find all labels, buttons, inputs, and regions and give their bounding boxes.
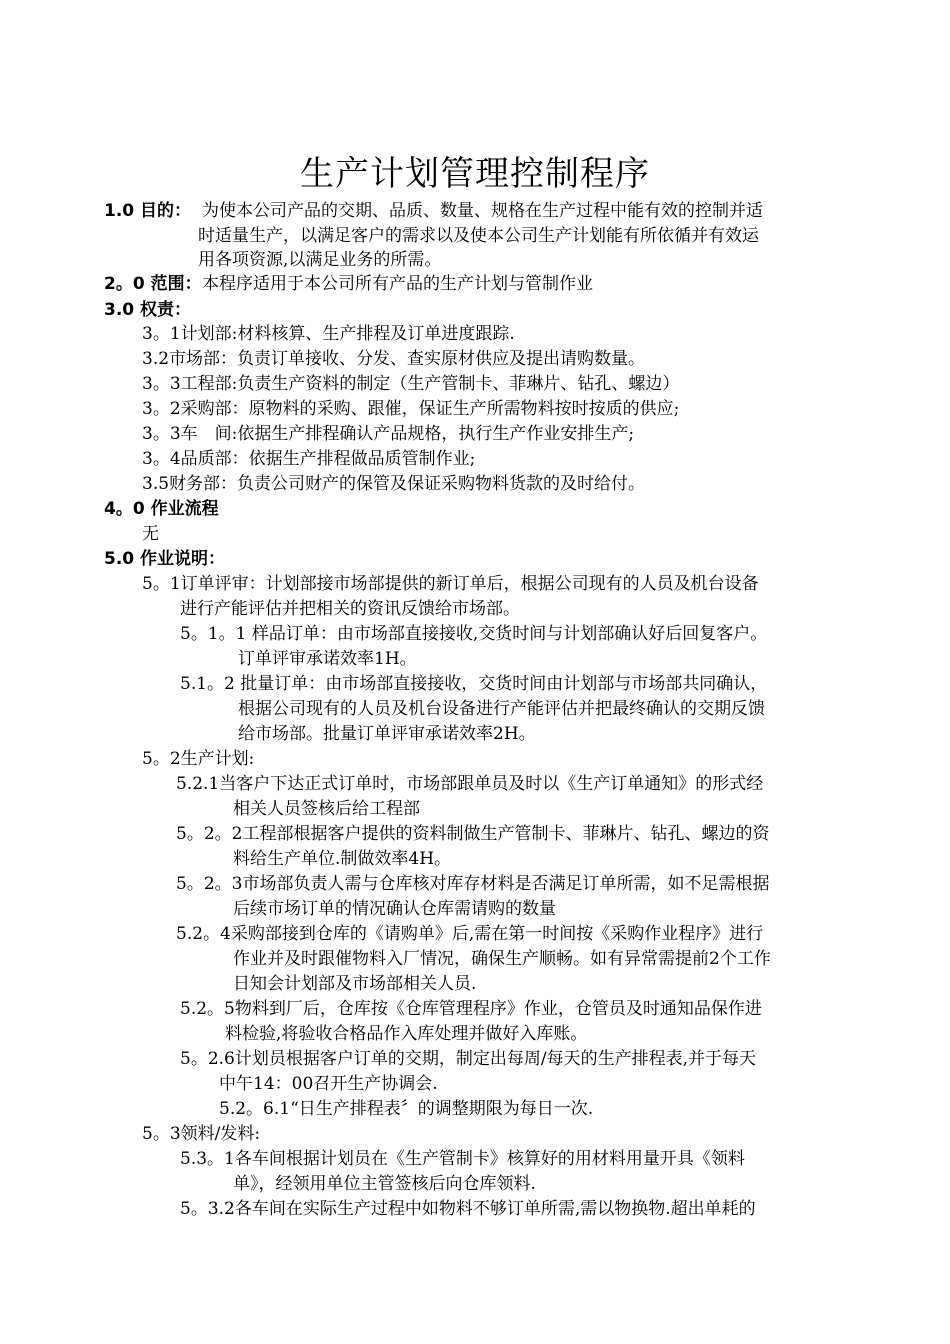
section-5-line: 5。2生产计划: bbox=[142, 749, 255, 769]
section-4-heading: 4。0 作业流程 bbox=[104, 499, 219, 519]
section-5-line: 5。1订单评审：计划部接市场部提供的新订单后，根据公司现有的人员及机台设备 bbox=[142, 574, 759, 594]
section-5-line: 5.2。5物料到厂后，仓库按《仓库管理程序》作业，仓管员及时通知品保作进 bbox=[180, 999, 762, 1019]
section-1-text: 时适量生产，以满足客户的需求以及使本公司生产计划能有所依循并有效运 bbox=[198, 226, 759, 246]
section-4-text: 无 bbox=[142, 524, 159, 544]
section-1-text: 用各项资源,以满足业务的所需。 bbox=[198, 250, 442, 270]
section-5-line: 相关人员签核后给工程部 bbox=[233, 799, 420, 819]
section-1-heading: 1.0 目的： bbox=[104, 201, 192, 221]
section-5-line: 作业并及时跟催物料入厂情况，确保生产顺畅。如有异常需提前2个工作 bbox=[233, 949, 771, 969]
section-5-line: 中午14：00召开生产协调会. bbox=[219, 1074, 438, 1094]
section-5-line: 给市场部。批量订单评审承诺效率2H。 bbox=[238, 724, 536, 744]
section-5-line: 5。2.6计划员根据客户订单的交期，制定出每周/每天的生产排程表,并于每天 bbox=[180, 1049, 756, 1069]
section-5-line: 5.1。2 批量订单：由市场部直接接收，交货时间由计划部与市场部共同确认， bbox=[180, 674, 768, 694]
section-3-heading: 3.0 权责： bbox=[104, 300, 192, 320]
section-2-text: 本程序适用于本公司所有产品的生产计划与管制作业 bbox=[202, 274, 593, 294]
section-5-line: 进行产能评估并把相关的资讯反馈给市场部。 bbox=[180, 599, 520, 619]
section-5-line: 订单评审承诺效率1H。 bbox=[238, 649, 417, 669]
section-5-line: 5.2。4采购部接到仓库的《请购单》后,需在第一时间按《采购作业程序》进行 bbox=[176, 924, 764, 944]
responsibility-item: 3。2采购部：原物料的采购、跟催，保证生产所需物料按时按质的供应; bbox=[142, 399, 680, 419]
section-5-line: 5。3领料/发料: bbox=[142, 1124, 261, 1144]
section-5-line: 料检验,将验收合格品作入库处理并做好入库账。 bbox=[225, 1024, 588, 1044]
section-5-line: 单》，经领用单位主管签核后向仓库领料. bbox=[233, 1174, 536, 1194]
section-5-heading: 5.0 作业说明： bbox=[104, 549, 226, 569]
responsibility-item: 3。3车 间:依据生产排程确认产品规格，执行生产作业安排生产; bbox=[142, 424, 635, 444]
section-5-line: 根据公司现有的人员及机台设备进行产能评估并把最终确认的交期反馈 bbox=[238, 699, 765, 719]
responsibility-item: 3。4品质部：依据生产排程做品质管制作业; bbox=[142, 449, 476, 469]
responsibility-item: 3.2市场部：负责订单接收、分发、查实原材供应及提出请购数量。 bbox=[142, 349, 646, 369]
section-5-line: 5.2.1当客户下达正式订单时，市场部跟单员及时以《生产订单通知》的形式经 bbox=[176, 774, 764, 794]
section-5-line: 5。2。3市场部负责人需与仓库核对库存材料是否满足订单所需，如不足需根据 bbox=[176, 874, 770, 894]
responsibility-item: 3。3工程部:负责生产资料的制定（生产管制卡、菲琳片、钻孔、螺边） bbox=[142, 374, 680, 394]
section-5-line: 5。2。2工程部根据客户提供的资料制做生产管制卡、菲琳片、钻孔、螺边的资 bbox=[176, 824, 770, 844]
section-5-line: 料给生产单位.制做效率4H。 bbox=[233, 849, 452, 869]
section-5-line: 5.3。1各车间根据计划员在《生产管制卡》核算好的用材料用量开具《领料 bbox=[180, 1149, 745, 1169]
responsibility-item: 3.5财务部：负责公司财产的保管及保证采购物料货款的及时给付。 bbox=[142, 474, 646, 494]
responsibility-item: 3。1计划部:材料核算、生产排程及订单进度跟踪. bbox=[142, 324, 515, 344]
section-5-line: 5。1。1 样品订单：由市场部直接接收,交货时间与计划部确认好后回复客户。 bbox=[180, 624, 768, 644]
section-2-heading: 2。0 范围： bbox=[104, 274, 202, 294]
section-5-line: 5。3.2各车间在实际生产过程中如物料不够订单所需,需以物换物.超出单耗的 bbox=[180, 1199, 756, 1219]
section-5-line: 5.2。6.1“日生产排程表〞的调整期限为每日一次. bbox=[219, 1099, 594, 1119]
document-title: 生产计划管理控制程序 bbox=[300, 154, 650, 194]
section-5-line: 日知会计划部及市场部相关人员. bbox=[233, 974, 477, 994]
section-5-line: 后续市场订单的情况确认仓库需请购的数量 bbox=[233, 899, 556, 919]
section-1-text: 为使本公司产品的交期、品质、数量、规格在生产过程中能有效的控制并适 bbox=[202, 201, 763, 221]
